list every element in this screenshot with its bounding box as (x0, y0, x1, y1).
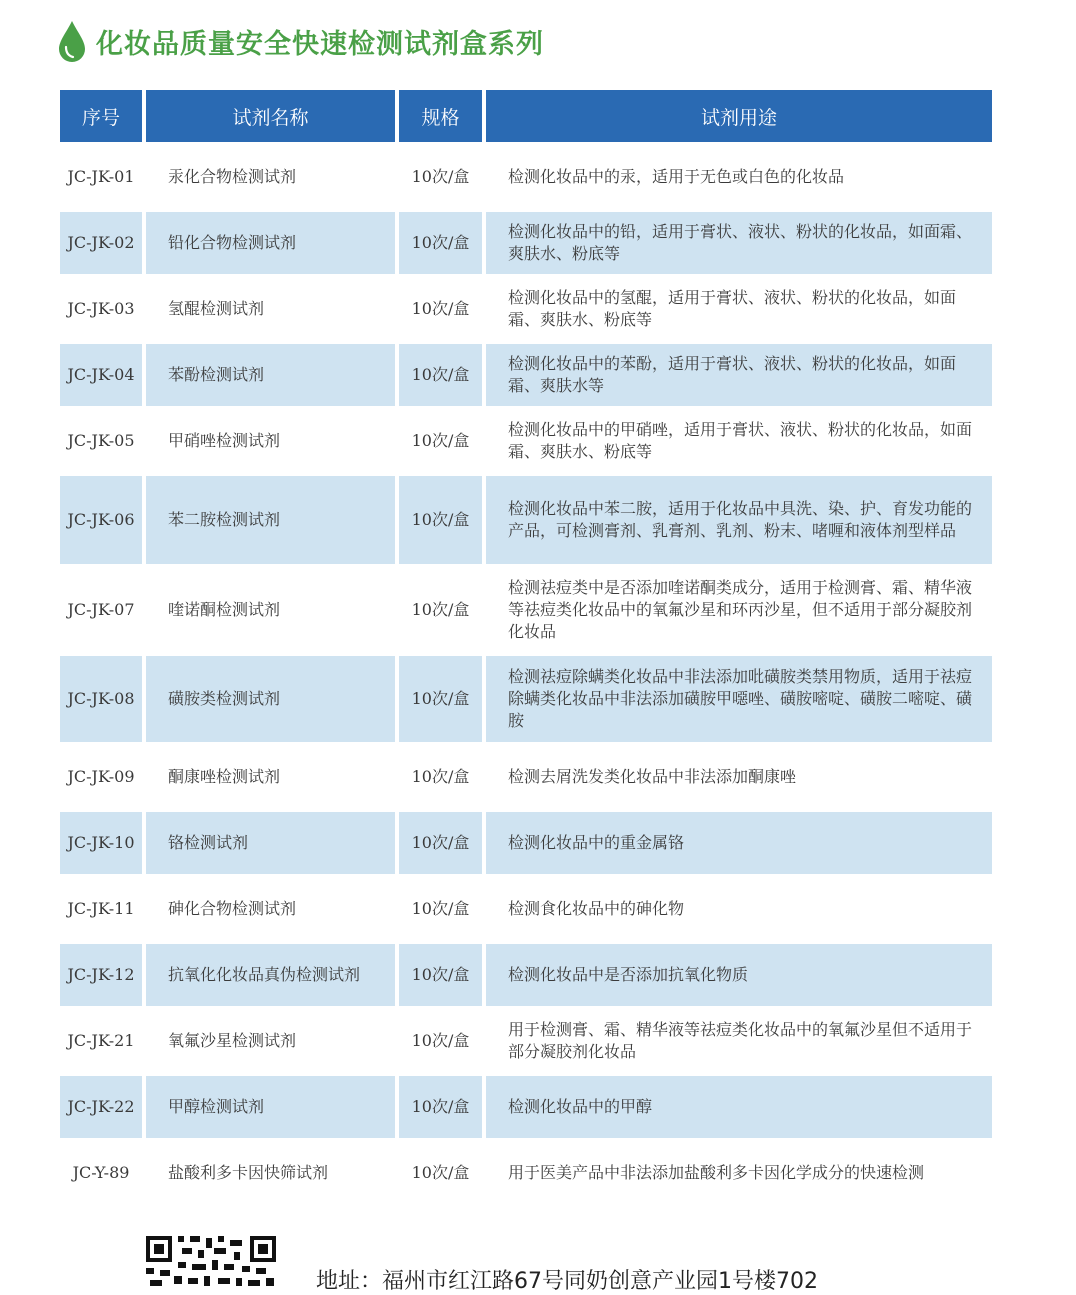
address-text: 地址：福州市红江路67号同奶创意产业园1号楼702 (316, 1269, 818, 1294)
row-name: 氧氟沙星检测试剂 (168, 1031, 297, 1050)
row-name: 盐酸利多卡因快筛试剂 (168, 1163, 329, 1182)
row-code: JC-JK-22 (60, 1076, 142, 1138)
column-header-use: 试剂用途 (486, 90, 992, 142)
row-code: JC-JK-02 (60, 212, 142, 274)
table-row (60, 944, 992, 1006)
row-use: 检测祛痘类中是否添加喹诺酮类成分，适用于检测膏、霜、精华液等祛痘类化妆品中的氧氟沙星和环丙沙星，但不适用于部分凝胶剂化妆品 (508, 578, 973, 641)
row-name: 抗氧化化妆品真伪检测试剂 (146, 944, 395, 1006)
row-code: JC-JK-10 (60, 812, 142, 874)
row-name: 喹诺酮检测试剂 (168, 600, 281, 619)
row-spec: 10次/盒 (411, 767, 470, 786)
row-name: 铬检测试剂 (146, 812, 395, 874)
table-row (60, 212, 992, 274)
water-drop-icon (58, 19, 86, 63)
row-use: 检测化妆品中的汞，适用于无色或白色的化妆品 (508, 167, 845, 186)
table-row (60, 878, 992, 940)
row-use: 检测化妆品中的甲醇 (486, 1076, 992, 1138)
row-name: 苯酚检测试剂 (146, 344, 395, 406)
row-use: 检测食化妆品中的砷化物 (508, 899, 685, 918)
row-use: 检测去屑洗发类化妆品中非法添加酮康唑 (508, 767, 797, 786)
row-spec: 10次/盒 (411, 299, 470, 318)
table-row (60, 812, 992, 874)
row-spec: 10次/盒 (411, 431, 470, 450)
row-code: JC-JK-03 (67, 299, 135, 318)
row-code: JC-JK-09 (67, 767, 135, 786)
row-name: 酮康唑检测试剂 (168, 767, 281, 786)
table-row (60, 1010, 992, 1072)
table-row (60, 1142, 992, 1204)
row-name: 铅化合物检测试剂 (146, 212, 395, 274)
row-spec: 10次/盒 (411, 167, 470, 186)
row-code: JC-JK-06 (60, 476, 142, 564)
row-code: JC-JK-12 (60, 944, 142, 1006)
column-header-name: 试剂名称 (146, 90, 395, 142)
row-use: 检测化妆品中的氢醌，适用于膏状、液状、粉状的化妆品，如面霜、爽肤水、粉底等 (508, 288, 957, 329)
footer (144, 1234, 818, 1295)
row-spec: 10次/盒 (411, 899, 470, 918)
row-code: JC-JK-04 (60, 344, 142, 406)
row-use: 检测化妆品中苯二胺，适用于化妆品中具洗、染、护、育发功能的产品，可检测膏剂、乳膏剂、乳剂、粉末、啫喱和液体剂型样品 (486, 476, 992, 564)
row-use: 检测化妆品中的甲硝唑，适用于膏状、液状、粉状的化妆品，如面霜、爽肤水、粉底等 (508, 420, 973, 461)
row-use: 检测祛痘除螨类化妆品中非法添加吡磺胺类禁用物质，适用于祛痘除螨类化妆品中非法添加磺胺甲噁唑、磺胺嘧啶、磺胺二嘧啶、磺胺 (486, 656, 992, 742)
table-row (60, 476, 992, 564)
row-spec: 10次/盒 (399, 812, 482, 874)
column-header-number: 序号 (60, 90, 142, 142)
column-header-spec: 规格 (399, 90, 482, 142)
title-bar (58, 16, 544, 66)
row-use: 检测化妆品中是否添加抗氧化物质 (486, 944, 992, 1006)
row-use: 检测化妆品中的重金属铬 (486, 812, 992, 874)
row-code: JC-Y-89 (72, 1163, 130, 1182)
row-code: JC-JK-11 (67, 899, 135, 918)
table-row (60, 146, 992, 208)
table-header-row (60, 90, 992, 142)
row-spec: 10次/盒 (411, 600, 470, 619)
row-spec: 10次/盒 (399, 1076, 482, 1138)
row-name: 砷化合物检测试剂 (168, 899, 297, 918)
row-use: 用于医美产品中非法添加盐酸利多卡因化学成分的快速检测 (508, 1163, 925, 1182)
row-name: 甲硝唑检测试剂 (168, 431, 281, 450)
table-row (60, 410, 992, 472)
row-name: 汞化合物检测试剂 (168, 167, 297, 186)
row-name: 氢醌检测试剂 (168, 299, 265, 318)
table-row (60, 278, 992, 340)
table-row (60, 656, 992, 742)
table-row (60, 746, 992, 808)
row-name: 磺胺类检测试剂 (146, 656, 395, 742)
row-code: JC-JK-07 (67, 600, 135, 619)
table-row (60, 344, 992, 406)
row-code: JC-JK-05 (67, 431, 135, 450)
row-use: 检测化妆品中的铅，适用于膏状、液状、粉状的化妆品，如面霜、爽肤水、粉底等 (486, 212, 992, 274)
reagent-table (56, 86, 996, 1208)
row-use: 检测化妆品中的苯酚，适用于膏状、液状、粉状的化妆品，如面霜、爽肤水等 (486, 344, 992, 406)
row-spec: 10次/盒 (399, 476, 482, 564)
row-name: 苯二胺检测试剂 (146, 476, 395, 564)
qr-code-icon (144, 1234, 278, 1290)
row-use: 用于检测膏、霜、精华液等祛痘类化妆品中的氧氟沙星但不适用于部分凝胶剂化妆品 (508, 1020, 973, 1061)
table-row (60, 1076, 992, 1138)
row-code: JC-JK-01 (67, 167, 135, 186)
row-spec: 10次/盒 (399, 212, 482, 274)
row-code: JC-JK-08 (60, 656, 142, 742)
table-row (60, 568, 992, 652)
row-code: JC-JK-21 (67, 1031, 135, 1050)
row-spec: 10次/盒 (399, 656, 482, 742)
row-spec: 10次/盒 (399, 944, 482, 1006)
page-title: 化妆品质量安全快速检测试剂盒系列 (96, 28, 544, 60)
row-spec: 10次/盒 (399, 344, 482, 406)
row-spec: 10次/盒 (411, 1031, 470, 1050)
row-spec: 10次/盒 (411, 1163, 470, 1182)
row-name: 甲醇检测试剂 (146, 1076, 395, 1138)
